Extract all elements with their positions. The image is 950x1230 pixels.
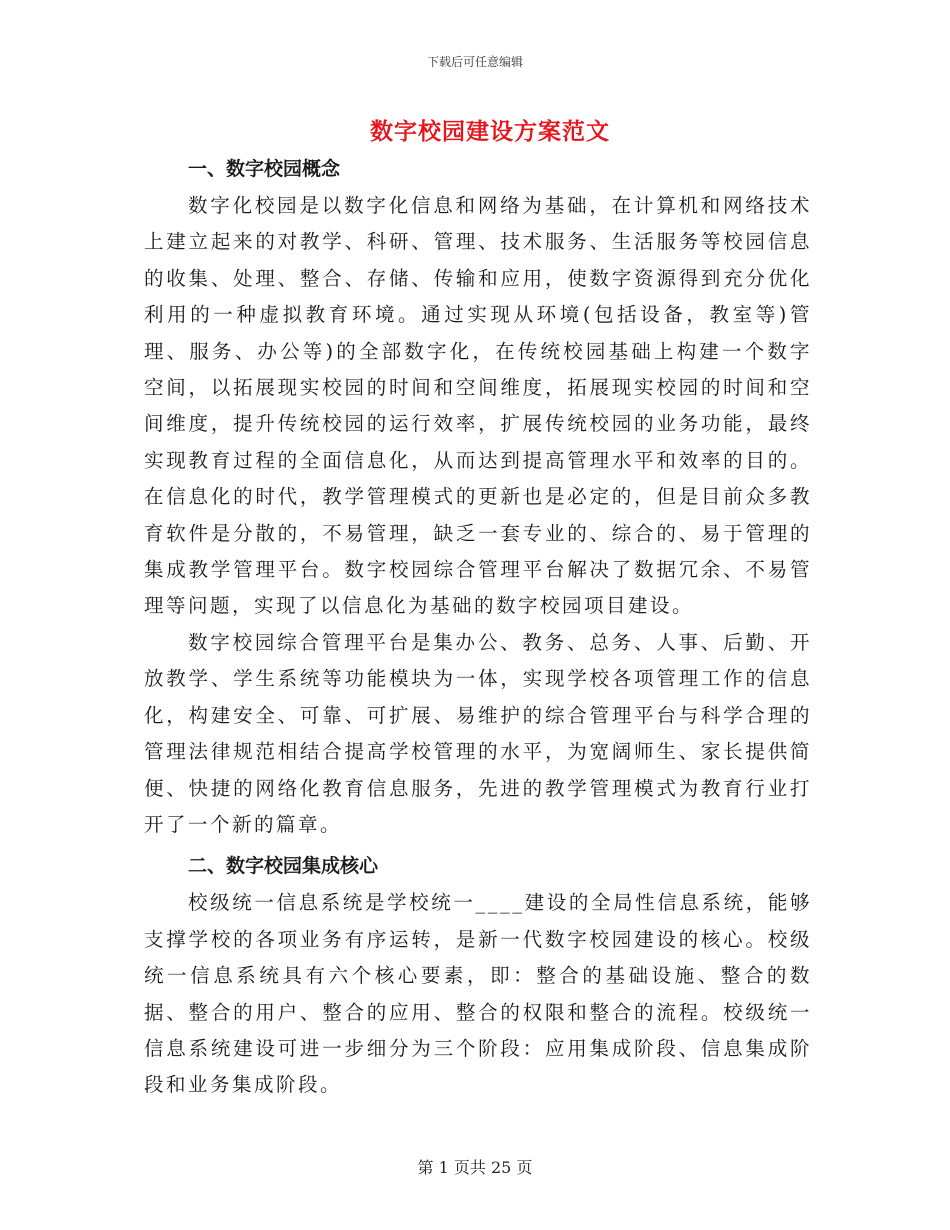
paragraph-concept-2: 数字校园综合管理平台是集办公、教务、总务、人事、后勤、开放教学、学生系统等功能模块为一体，实现学校各项管理工作的信息化，构建安全、可靠、可扩展、易维护的综合管理平台与科学合理的管理法律规范相结合提高学校管理的水平，为宽阔师生、家长提供简便、快捷的网络化教育信息服务，先进的教学管理模式为教育行业打开了一个新的篇章。 <box>144 630 812 836</box>
section-heading-core: 二、数字校园集成核心 <box>188 855 379 878</box>
paragraph-core-1: 校级统一信息系统是学校统一____建设的全局性信息系统，能够支撑学校的各项业务有序运转，是新一代数字校园建设的核心。校级统一信息系统具有六个核心要素，即：整合的基础设施、整合的数据、整合的用户、整合的应用、整合的权限和整合的流程。校级统一信息系统建设可进一步细分为三个阶段：应用集成阶段、信息集成阶段和业务集成阶段。 <box>144 891 812 1097</box>
page-number: 第 1 页共 25 页 <box>417 1158 533 1177</box>
section-heading-concept: 一、数字校园概念 <box>188 158 341 180</box>
header-note: 下载后可任意编辑 <box>426 55 523 69</box>
document-title: 数字校园建设方案范文 <box>370 118 610 145</box>
document-body <box>144 150 812 1104</box>
paragraph-concept-1: 数字化校园是以数字化信息和网络为基础，在计算机和网络技术上建立起来的对教学、科研、管理、技术服务、生活服务等校园信息的收集、处理、整合、存储、传输和应用，使数字资源得到充分优化利用的一种虚拟教育环境。通过实现从环境(包括设备，教室等)管理、服务、办公等)的全部数字化，在传统校园基础上构建一个数字空间，以拓展现实校园的时间和空间维度，拓展现实校园的时间和空间维度，提升传统校园的运行效率，扩展传统校园的业务功能，最终实现教育过程的全面信息化，从而达到提高管理水平和效率的目的。在信息化的时代，教学管理模式的更新也是必定的，但是目前众多教育软件是分散的，不易管理，缺乏一套专业的、综合的、易于管理的集成教学管理平台。数字校园综合管理平台解决了数据冗余、不易管理等问题，实现了以信息化为基础的数字校园项目建设。 <box>144 194 812 618</box>
